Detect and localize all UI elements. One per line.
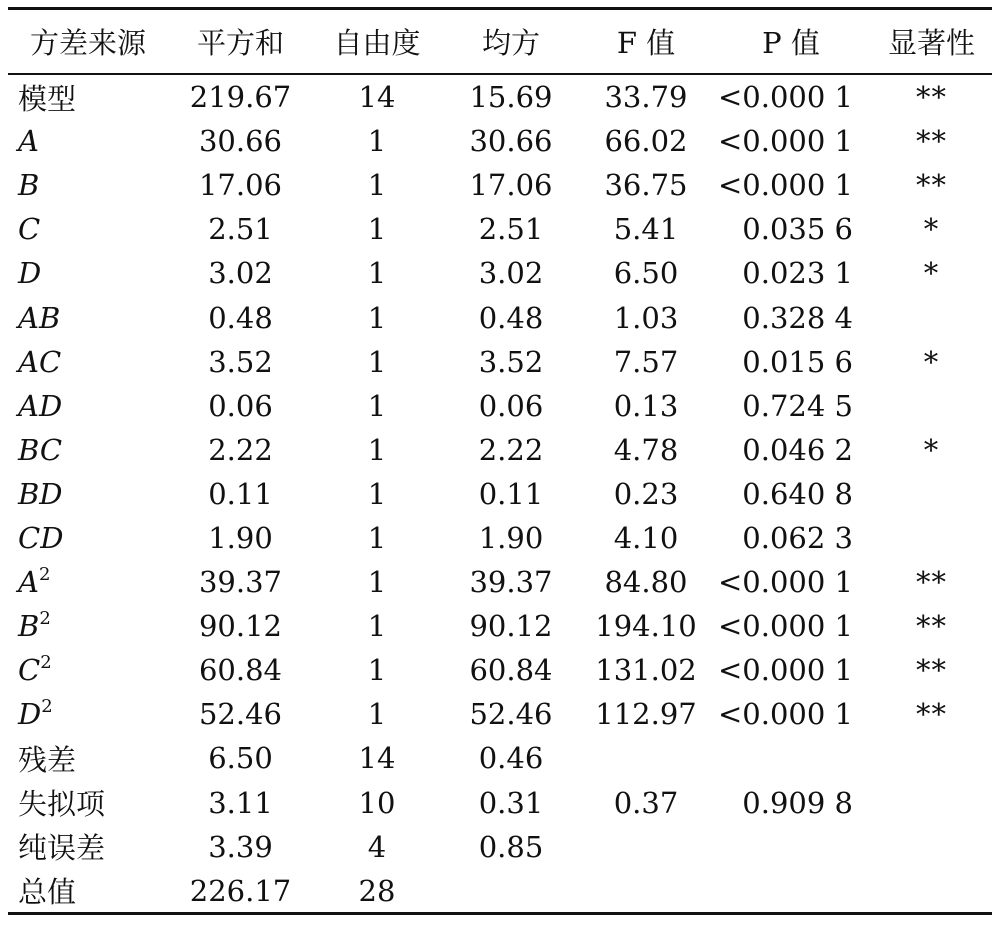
cell-mean-square: 0.31 [478,785,544,820]
anova-table [8,10,992,913]
cell-mean-square: 17.06 [469,168,553,203]
cell-significance: ** [916,565,947,600]
cell-source [8,384,168,428]
cell-mean-square: 2.22 [478,432,544,467]
header-significance: 显著性 [887,26,975,60]
source-exponent: 2 [39,608,51,630]
cell-significance: ** [916,80,947,115]
cell-p-value: 0.328 4 [742,300,853,335]
cell-sum-of-squares: 3.11 [208,785,273,820]
cell-f-value: 0.13 [613,388,679,423]
cell-significance [871,781,992,825]
cell-f-value: 6.50 [613,256,679,291]
cell-sum-of-squares: 226.17 [189,873,292,908]
cell-p-value: <0.000 1 [718,168,853,203]
cell-degrees-of-freedom: 1 [367,609,387,644]
cell-source [8,648,168,692]
cell-mean-square: 0.46 [478,741,544,776]
cell-significance: * [923,256,940,291]
cell-significance [871,384,992,428]
header-f-value: F 值 [616,26,676,60]
cell-significance: ** [916,697,947,732]
cell-f-value: 4.78 [613,432,679,467]
cell-sum-of-squares: 2.51 [208,212,273,247]
cell-mean-square: 90.12 [469,609,553,644]
cell-significance: ** [916,653,947,688]
cell-degrees-of-freedom: 10 [358,785,396,820]
cell-sum-of-squares: 52.46 [198,697,283,732]
cell-mean-square: 0.11 [478,476,544,511]
source-label: 模型 [18,81,77,116]
source-label: A [18,565,39,600]
cell-source [8,825,168,869]
table-row [8,692,992,736]
table-row [8,428,992,472]
cell-source [8,692,168,736]
source-label: BD [18,476,63,511]
cell-sum-of-squares: 6.50 [208,741,273,776]
source-exponent: 2 [41,696,53,718]
source-label: A [18,124,39,159]
source-label: 总值 [18,875,77,910]
cell-source [8,295,168,339]
cell-p-value: 0.062 3 [742,520,853,555]
source-label: D [18,256,42,291]
cell-mean-square: 60.84 [469,653,553,688]
cell-source [8,119,168,163]
cell-f-value: 5.41 [613,212,679,247]
source-label: 纯误差 [18,831,106,866]
cell-p-value: <0.000 1 [718,565,853,600]
cell-mean-square: 1.90 [478,520,544,555]
source-label: B [18,609,40,644]
cell-f-value: 1.03 [613,300,679,335]
cell-significance: * [923,432,940,467]
source-label: AD [18,388,63,423]
cell-p-value: 0.909 8 [742,785,853,820]
cell-sum-of-squares: 0.11 [208,476,273,511]
cell-sum-of-squares: 3.39 [208,829,273,864]
cell-f-value: 36.75 [604,168,688,203]
cell-sum-of-squares: 90.12 [198,609,283,644]
header-sum-of-squares: 平方和 [196,26,284,60]
source-exponent: 2 [38,564,51,586]
source-label: AB [18,300,61,335]
cell-sum-of-squares: 0.06 [208,388,273,423]
cell-p-value: <0.000 1 [718,609,853,644]
source-label: C [18,212,41,247]
table-row [8,472,992,516]
table-row [8,648,992,692]
cell-degrees-of-freedom: 1 [367,212,387,247]
cell-sum-of-squares: 1.90 [208,520,273,555]
cell-degrees-of-freedom: 1 [367,344,387,379]
cell-significance: * [923,344,940,379]
cell-degrees-of-freedom: 28 [358,873,396,908]
cell-f-value: 194.10 [595,609,697,644]
cell-degrees-of-freedom: 1 [367,653,387,688]
cell-degrees-of-freedom: 14 [358,80,396,115]
cell-significance: ** [916,168,947,203]
cell-degrees-of-freedom: 1 [367,432,387,467]
table-row [8,73,992,119]
cell-f-value [581,736,711,780]
table-row [8,207,992,251]
cell-degrees-of-freedom: 1 [367,388,387,423]
cell-p-value: 0.724 5 [742,388,853,423]
table-body [8,73,992,913]
cell-p-value: 0.640 8 [742,476,853,511]
cell-p-value: <0.000 1 [718,80,853,115]
cell-sum-of-squares: 0.48 [208,300,273,335]
cell-mean-square: 39.37 [469,565,553,600]
cell-significance [871,295,992,339]
cell-sum-of-squares: 39.37 [198,565,283,600]
cell-degrees-of-freedom: 1 [367,124,387,159]
table-row [8,604,992,648]
cell-mean-square: 0.85 [478,829,544,864]
cell-source [8,869,168,913]
cell-significance [871,516,992,560]
cell-f-value: 4.10 [613,520,679,555]
cell-mean-square: 3.02 [478,256,544,291]
cell-degrees-of-freedom: 4 [367,829,387,864]
cell-source [8,207,168,251]
cell-degrees-of-freedom: 1 [367,520,387,555]
cell-sum-of-squares: 17.06 [198,168,283,203]
cell-mean-square [441,869,581,913]
cell-p-value: 0.015 6 [742,344,853,379]
cell-degrees-of-freedom: 14 [358,741,396,776]
table-row [8,251,992,295]
cell-f-value: 66.02 [604,124,688,159]
source-label: D [18,697,42,732]
cell-significance [871,736,992,780]
cell-significance: ** [916,609,947,644]
cell-p-value: 0.046 2 [742,432,853,467]
cell-significance [871,472,992,516]
cell-p-value: <0.000 1 [718,124,853,159]
cell-f-value: 0.23 [613,476,679,511]
cell-sum-of-squares: 2.22 [208,432,273,467]
cell-p-value: 0.035 6 [742,212,853,247]
cell-p-value: <0.000 1 [718,697,853,732]
cell-source [8,472,168,516]
table-row [8,384,992,428]
cell-source [8,251,168,295]
cell-source [8,163,168,207]
cell-source [8,340,168,384]
table-row [8,825,992,869]
table-row [8,736,992,780]
cell-sum-of-squares: 30.66 [198,124,283,159]
header-source: 方差来源 [29,26,146,60]
header-degrees-of-freedom: 自由度 [333,26,421,60]
cell-degrees-of-freedom: 1 [367,697,387,732]
cell-f-value: 0.37 [613,785,679,820]
cell-p-value [711,736,871,780]
table-row [8,516,992,560]
table-row [8,560,992,604]
source-label: CD [18,520,64,555]
cell-sum-of-squares: 219.67 [189,80,292,115]
cell-f-value: 7.57 [613,344,679,379]
table-row [8,869,992,913]
cell-source [8,516,168,560]
cell-source [8,781,168,825]
header-p-value: P 值 [762,26,820,60]
cell-mean-square: 3.52 [478,344,544,379]
cell-mean-square: 0.06 [478,388,544,423]
cell-p-value: <0.000 1 [718,653,853,688]
source-label: AC [18,344,62,379]
cell-f-value: 33.79 [604,80,688,115]
source-label: B [18,168,40,203]
cell-degrees-of-freedom: 1 [367,256,387,291]
cell-source [8,73,168,119]
cell-significance: ** [916,124,947,159]
cell-f-value [581,825,711,869]
cell-f-value [581,869,711,913]
cell-significance: * [923,212,940,247]
header-mean-square: 均方 [481,26,540,60]
source-label: 残差 [18,742,77,777]
cell-significance [871,869,992,913]
cell-mean-square: 0.48 [478,300,544,335]
cell-sum-of-squares: 3.02 [208,256,273,291]
cell-mean-square: 52.46 [469,697,553,732]
source-label: BC [18,432,63,467]
table-row [8,340,992,384]
cell-sum-of-squares: 3.52 [208,344,273,379]
cell-degrees-of-freedom: 1 [367,565,387,600]
cell-degrees-of-freedom: 1 [367,476,387,511]
cell-mean-square: 30.66 [469,124,553,159]
cell-degrees-of-freedom: 1 [367,300,387,335]
table-row [8,781,992,825]
cell-f-value: 131.02 [595,653,697,688]
cell-degrees-of-freedom: 1 [367,168,387,203]
table-row [8,295,992,339]
cell-p-value [711,825,871,869]
header-row [8,10,992,73]
cell-sum-of-squares: 60.84 [198,653,283,688]
source-label: 失拟项 [18,787,106,822]
cell-p-value: 0.023 1 [742,256,853,291]
table-row [8,119,992,163]
cell-source [8,428,168,472]
source-label: C [18,653,41,688]
cell-source [8,604,168,648]
cell-source [8,736,168,780]
source-exponent: 2 [40,652,52,674]
cell-p-value [711,869,871,913]
cell-f-value: 112.97 [595,697,697,732]
cell-mean-square: 15.69 [469,80,553,115]
cell-source [8,560,168,604]
table-row [8,163,992,207]
cell-mean-square: 2.51 [478,212,544,247]
cell-significance [871,825,992,869]
cell-f-value: 84.80 [604,565,688,600]
